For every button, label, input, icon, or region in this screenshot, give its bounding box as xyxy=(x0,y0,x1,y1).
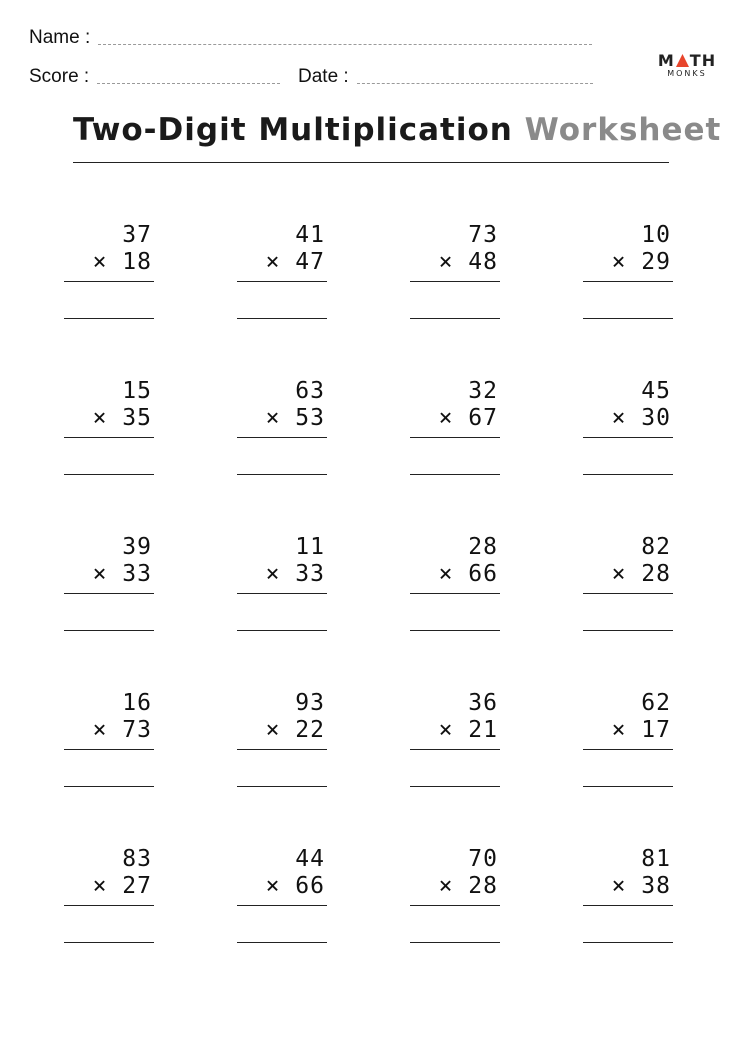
multiplier: × 35 xyxy=(92,405,152,431)
problems-grid xyxy=(64,222,676,944)
answer-line[interactable] xyxy=(583,786,673,787)
multiplicand: 11 xyxy=(295,534,325,560)
answer-line[interactable] xyxy=(410,318,500,319)
problem-rule xyxy=(410,281,500,282)
answer-line[interactable] xyxy=(64,942,154,943)
multiplier: × 22 xyxy=(265,717,325,743)
multiplier: × 73 xyxy=(92,717,152,743)
problem-19 xyxy=(410,846,500,944)
problem-12 xyxy=(583,534,673,632)
answer-line[interactable] xyxy=(410,786,500,787)
problem-rule xyxy=(64,749,154,750)
problem-11 xyxy=(410,534,500,632)
multiplier: × 48 xyxy=(438,249,498,275)
problem-rule xyxy=(237,749,327,750)
problem-18 xyxy=(237,846,327,944)
problem-7 xyxy=(410,378,500,476)
answer-line[interactable] xyxy=(237,474,327,475)
multiplier: × 47 xyxy=(265,249,325,275)
problem-20 xyxy=(583,846,673,944)
multiplicand: 16 xyxy=(122,690,152,716)
multiplicand: 39 xyxy=(122,534,152,560)
problem-4 xyxy=(583,222,673,320)
problem-15 xyxy=(410,690,500,788)
problem-rule xyxy=(410,905,500,906)
logo-subtext: MONKS xyxy=(667,69,707,78)
score-label: Score : xyxy=(29,66,90,87)
problem-14 xyxy=(237,690,327,788)
title-secondary: Worksheet xyxy=(524,112,722,148)
problem-rule xyxy=(583,749,673,750)
problem-6 xyxy=(237,378,327,476)
multiplier: × 28 xyxy=(438,873,498,899)
problem-rule xyxy=(583,437,673,438)
answer-line[interactable] xyxy=(64,786,154,787)
multiplier: × 67 xyxy=(438,405,498,431)
answer-line[interactable] xyxy=(583,318,673,319)
multiplicand: 62 xyxy=(641,690,671,716)
answer-line[interactable] xyxy=(64,630,154,631)
title-divider xyxy=(73,162,669,163)
name-input-line[interactable] xyxy=(98,44,592,45)
multiplicand: 73 xyxy=(468,222,498,248)
multiplicand: 36 xyxy=(468,690,498,716)
problem-8 xyxy=(583,378,673,476)
logo-wordmark xyxy=(657,52,717,69)
multiplier: × 33 xyxy=(92,561,152,587)
problem-rule xyxy=(583,281,673,282)
multiplier: × 38 xyxy=(611,873,671,899)
problem-rule xyxy=(583,593,673,594)
answer-line[interactable] xyxy=(64,474,154,475)
problem-rule xyxy=(237,281,327,282)
multiplicand: 83 xyxy=(122,846,152,872)
multiplier: × 66 xyxy=(438,561,498,587)
date-label: Date : xyxy=(298,66,349,87)
multiplier: × 29 xyxy=(611,249,671,275)
multiplicand: 28 xyxy=(468,534,498,560)
page-title xyxy=(73,112,722,148)
problem-rule xyxy=(410,749,500,750)
answer-line[interactable] xyxy=(237,630,327,631)
problem-rule xyxy=(410,593,500,594)
answer-line[interactable] xyxy=(237,786,327,787)
problem-rule xyxy=(64,437,154,438)
problem-17 xyxy=(64,846,154,944)
multiplicand: 15 xyxy=(122,378,152,404)
answer-line[interactable] xyxy=(64,318,154,319)
problem-rule xyxy=(64,593,154,594)
logo-text-right: TH xyxy=(689,51,717,70)
multiplicand: 44 xyxy=(295,846,325,872)
problem-rule xyxy=(64,281,154,282)
problem-rule xyxy=(410,437,500,438)
multiplicand: 93 xyxy=(295,690,325,716)
multiplier: × 66 xyxy=(265,873,325,899)
multiplier: × 33 xyxy=(265,561,325,587)
problem-rule xyxy=(237,593,327,594)
answer-line[interactable] xyxy=(583,630,673,631)
problem-rule xyxy=(237,905,327,906)
multiplicand: 37 xyxy=(122,222,152,248)
answer-line[interactable] xyxy=(237,318,327,319)
score-field[interactable] xyxy=(29,66,280,88)
score-input-line[interactable] xyxy=(97,83,280,84)
problem-2 xyxy=(237,222,327,320)
multiplier: × 17 xyxy=(611,717,671,743)
multiplier: × 18 xyxy=(92,249,152,275)
date-input-line[interactable] xyxy=(357,83,593,84)
date-field[interactable] xyxy=(298,66,593,88)
answer-line[interactable] xyxy=(583,942,673,943)
multiplicand: 82 xyxy=(641,534,671,560)
answer-line[interactable] xyxy=(237,942,327,943)
problem-1 xyxy=(64,222,154,320)
problem-rule xyxy=(583,905,673,906)
triangle-icon xyxy=(676,54,689,67)
multiplier: × 53 xyxy=(265,405,325,431)
problem-10 xyxy=(237,534,327,632)
multiplier: × 21 xyxy=(438,717,498,743)
multiplicand: 81 xyxy=(641,846,671,872)
multiplier: × 30 xyxy=(611,405,671,431)
answer-line[interactable] xyxy=(410,474,500,475)
answer-line[interactable] xyxy=(583,474,673,475)
multiplicand: 70 xyxy=(468,846,498,872)
problem-rule xyxy=(64,905,154,906)
multiplicand: 10 xyxy=(641,222,671,248)
multiplier: × 28 xyxy=(611,561,671,587)
multiplicand: 63 xyxy=(295,378,325,404)
answer-line[interactable] xyxy=(410,942,500,943)
multiplier: × 27 xyxy=(92,873,152,899)
answer-line[interactable] xyxy=(410,630,500,631)
name-field[interactable] xyxy=(29,27,592,49)
problem-13 xyxy=(64,690,154,788)
multiplicand: 32 xyxy=(468,378,498,404)
problem-16 xyxy=(583,690,673,788)
title-main: Two-Digit Multiplication xyxy=(73,112,513,148)
math-monks-logo xyxy=(657,52,717,79)
multiplicand: 45 xyxy=(641,378,671,404)
name-label: Name : xyxy=(29,27,91,48)
problem-9 xyxy=(64,534,154,632)
logo-text-left: M xyxy=(657,51,675,70)
problem-rule xyxy=(237,437,327,438)
problem-5 xyxy=(64,378,154,476)
multiplicand: 41 xyxy=(295,222,325,248)
problem-3 xyxy=(410,222,500,320)
